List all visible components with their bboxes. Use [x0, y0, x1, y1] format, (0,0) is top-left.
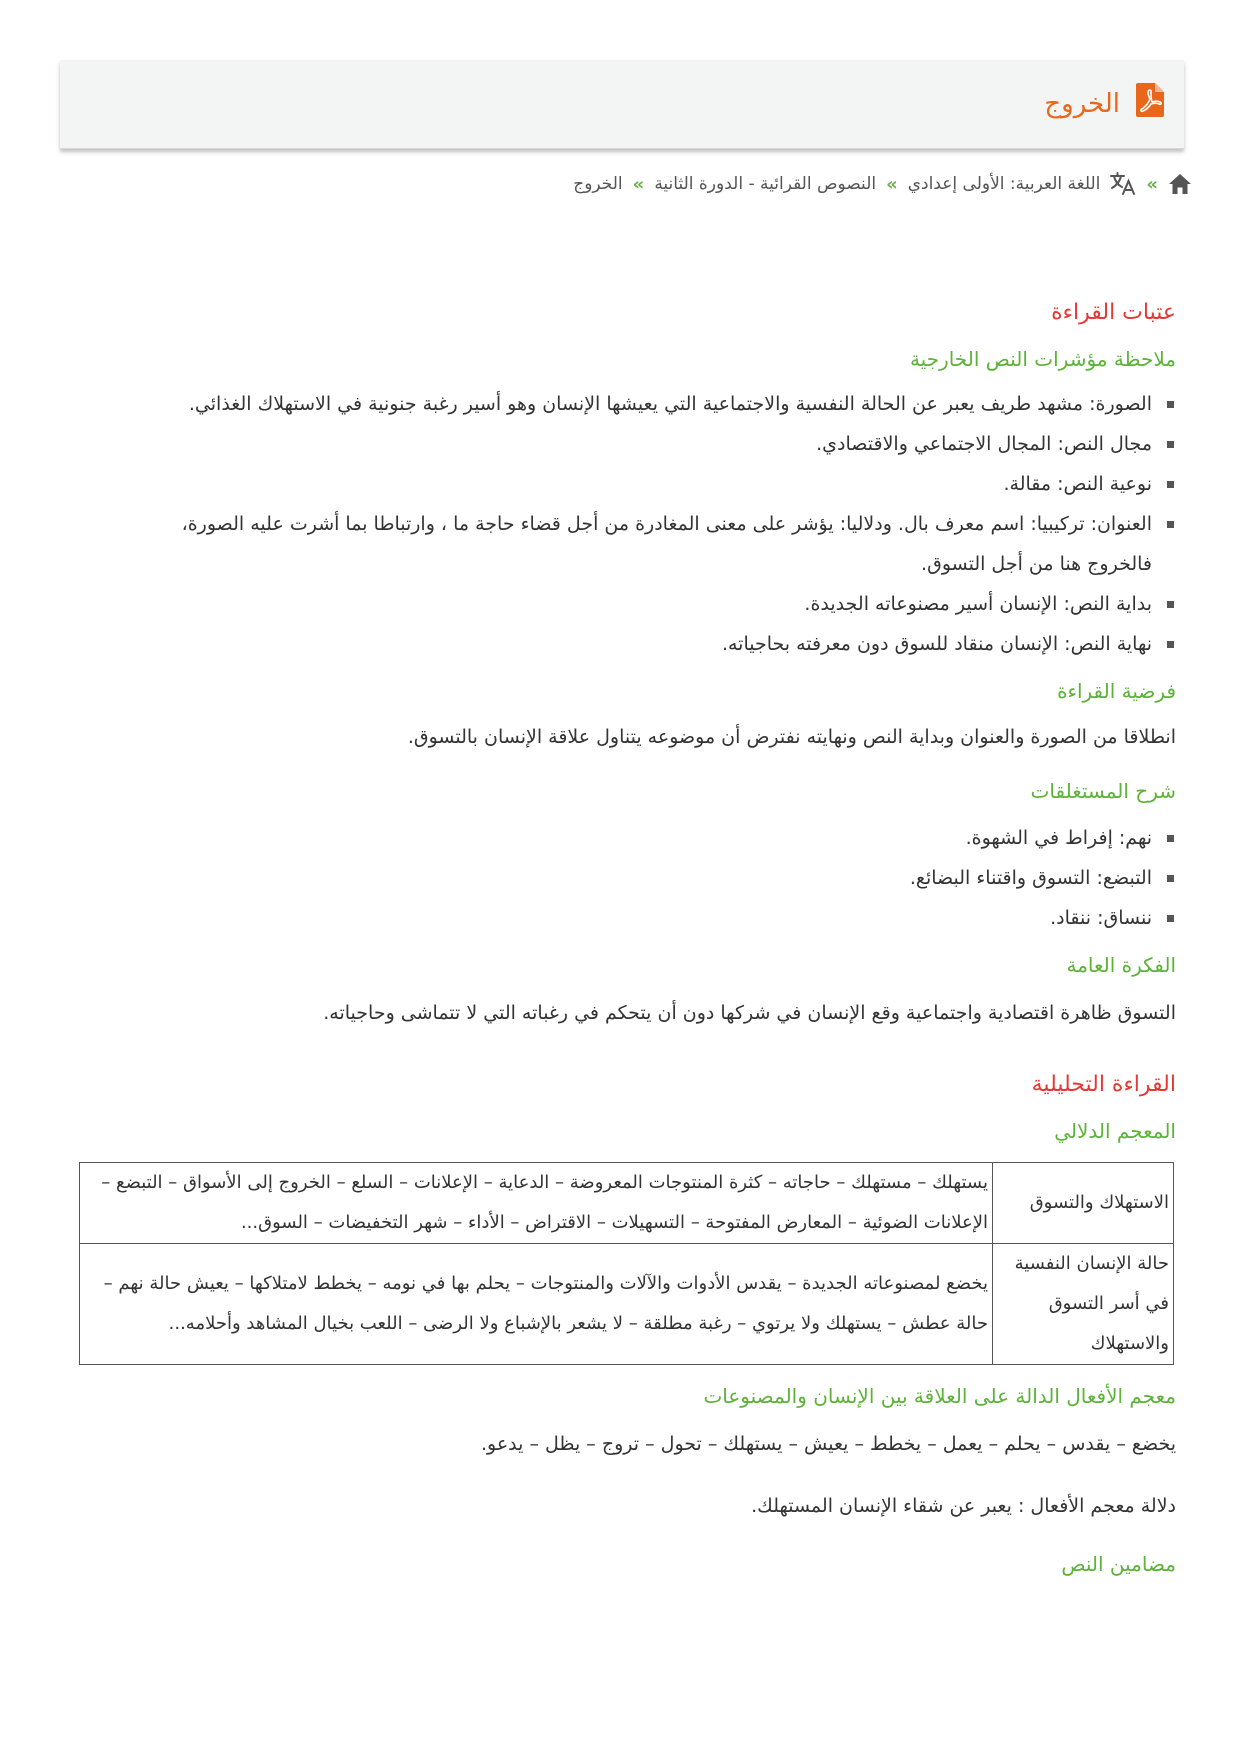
subsection-title-vocab: شرح المستغلقات	[1030, 779, 1176, 803]
translate-icon	[1110, 172, 1136, 196]
verbs-text: يخضع – يقدس – يحلم – يعمل – يخطط – يعيش – يستهلك – تحول – تروج – يظل – يدعو.	[480, 1433, 1176, 1455]
article-content	[64, 296, 1176, 1581]
list-item: نوعية النص: مقالة.	[64, 464, 1152, 504]
pdf-icon	[1136, 83, 1164, 117]
subsection-title-verbs: معجم الأفعال الدالة على العلاقة بين الإنسان والمصنوعات	[703, 1384, 1176, 1408]
table-row	[80, 1244, 1174, 1365]
page-title: الخروج	[1044, 89, 1120, 119]
subsection-title-hypothesis: فرضية القراءة	[1057, 679, 1176, 703]
home-icon[interactable]	[1168, 173, 1192, 195]
verbs-meaning-text: دلالة معجم الأفعال : يعبر عن شقاء الإنسان المستهلك.	[751, 1495, 1176, 1517]
table-row	[80, 1163, 1174, 1244]
list-item: بداية النص: الإنسان أسير مصنوعاته الجديدة.	[64, 584, 1152, 624]
list-item: ننساق: ننقاد.	[64, 898, 1152, 938]
breadcrumb	[573, 168, 1192, 200]
table-cell-key: حالة الإنسان النفسية في أسر التسوق والاستهلاك	[993, 1244, 1174, 1365]
table-cell-value: يستهلك – مستهلك – حاجاته – كثرة المنتوجات المعروضة – الدعاية – الإعلانات – السلع – الخروج إلى الأسواق – التبضع – الإعلانات الضوئية – المعارض المفتوحة – التسهيلات – الاقتراض – الأداء – شهر التخفيضات – السوق...	[80, 1163, 993, 1244]
breadcrumb-separator: »	[632, 173, 645, 195]
breadcrumb-item-current: الخروج	[573, 174, 623, 194]
page-header	[60, 60, 1184, 149]
list-item: مجال النص: المجال الاجتماعي والاقتصادي.	[64, 424, 1152, 464]
subsection-title-general-idea: الفكرة العامة	[1066, 953, 1176, 977]
list-item: الصورة: مشهد طريف يعبر عن الحالة النفسية والاجتماعية التي يعيشها الإنسان وهو أسير رغبة جنونية في الاستهلاك الغذائي.	[64, 384, 1152, 424]
observations-list	[64, 384, 1176, 664]
section-title-reading-thresholds: عتبات القراءة	[1051, 300, 1176, 325]
breadcrumb-item-course[interactable]: اللغة العربية: الأولى إعدادي	[907, 174, 1101, 194]
lexicon-table	[79, 1162, 1174, 1365]
breadcrumb-separator: »	[1146, 173, 1158, 195]
hypothesis-text: انطلاقا من الصورة والعنوان وبداية النص ونهايته نفترض أن موضوعه يتناول علاقة الإنسان بالتسوق.	[407, 726, 1176, 748]
list-item: التبضع: التسوق واقتناء البضائع.	[64, 858, 1152, 898]
list-item: نهاية النص: الإنسان منقاد للسوق دون معرفته بحاجياته.	[64, 624, 1152, 664]
general-idea-text: التسوق ظاهرة اقتصادية واجتماعية وقع الإنسان في شركها دون أن يتحكم في رغباته التي لا تتماشى وحاجياته.	[323, 1002, 1176, 1024]
table-cell-value: يخضع لمصنوعاته الجديدة – يقدس الأدوات والآلات والمنتوجات – يحلم بها في نومه – يخطط لامتلاكها – يعيش حالة نهم – حالة عطش – يستهلك ولا يرتوي – رغبة مطلقة – لا يشعر بالإشباع ولا الرضى – اللعب بخيال المشاهد وأحلامه...	[80, 1244, 993, 1365]
subsection-title-lexicon: المعجم الدلالي	[1054, 1119, 1176, 1143]
section-title-analytical-reading: القراءة التحليلية	[1031, 1072, 1176, 1097]
breadcrumb-item-unit[interactable]: النصوص القرائية - الدورة الثانية	[654, 174, 877, 194]
list-item: نهم: إفراط في الشهوة.	[64, 818, 1152, 858]
breadcrumb-separator: »	[886, 173, 898, 195]
list-item: العنوان: تركيبيا: اسم معرف بال. ودلاليا: يؤشر على معنى المغادرة من أجل قضاء حاجة ما ، وارتباطا بما أشرت عليه الصورة، فالخروج هنا من أجل التسوق.	[132, 504, 1152, 584]
subsection-title-contents: مضامين النص	[1061, 1552, 1176, 1576]
vocab-list	[64, 818, 1176, 938]
table-cell-key: الاستهلاك والتسوق	[993, 1163, 1174, 1244]
subsection-title-observation: ملاحظة مؤشرات النص الخارجية	[909, 347, 1176, 371]
